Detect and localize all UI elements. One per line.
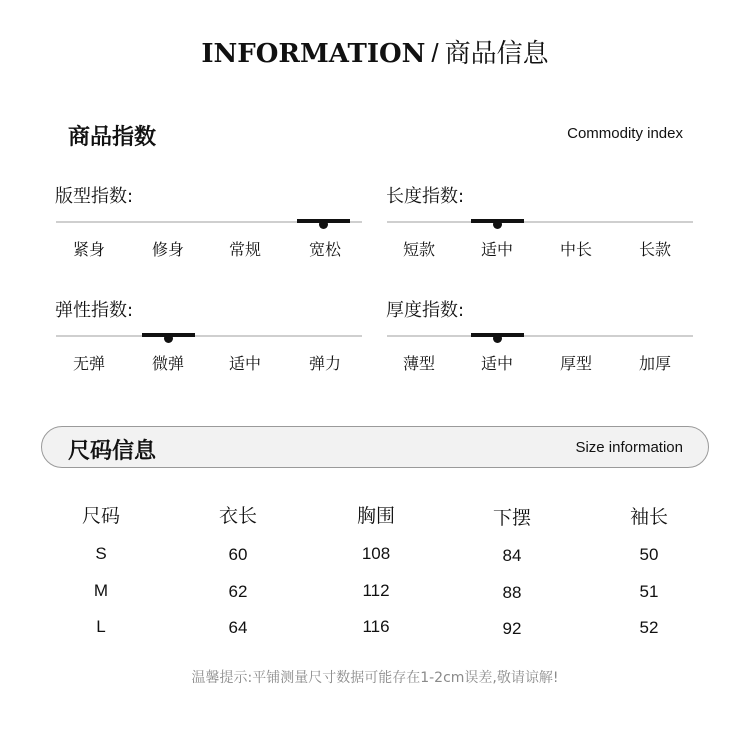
col-header-chest: 胸围 (356, 505, 395, 527)
elasticity-option-medium: 适中 (228, 354, 261, 373)
table-cell: S (95, 544, 107, 563)
table-cell: M (93, 581, 109, 600)
col-header-size: 尺码 (81, 505, 120, 527)
elasticity-index-track (56, 335, 362, 337)
commodity-index-subtitle: Commodity index (567, 125, 683, 142)
table-cell: 60 (228, 545, 248, 564)
length-option-long: 长款 (638, 240, 671, 259)
thickness-index-marker-dot (493, 334, 502, 343)
table-cell: L (96, 617, 106, 636)
length-index-label: 长度指数: (386, 186, 465, 207)
length-option-mid-long: 中长 (559, 240, 592, 259)
fit-index-marker (297, 219, 350, 223)
elasticity-index-label: 弹性指数: (55, 300, 134, 321)
table-cell: 52 (639, 618, 659, 637)
length-option-short: 短款 (402, 240, 435, 259)
col-header-sleeve: 袖长 (629, 506, 668, 528)
thickness-option-extra-thick: 加厚 (638, 354, 671, 373)
length-index-marker-dot (493, 220, 502, 229)
thickness-index-marker (471, 333, 524, 337)
fit-option-tight: 紧身 (72, 240, 105, 259)
table-cell: 92 (502, 619, 522, 638)
elasticity-index-marker-dot (164, 334, 173, 343)
fit-index-marker-dot (319, 220, 328, 229)
elasticity-option-slight: 微弹 (151, 354, 184, 373)
commodity-index-title: 商品指数 (68, 125, 157, 150)
elasticity-option-stretch: 弹力 (308, 354, 341, 373)
table-cell: 108 (361, 544, 391, 563)
size-info-title: 尺码信息 (68, 439, 157, 464)
length-index-marker (471, 219, 524, 223)
elasticity-option-none: 无弹 (72, 354, 105, 373)
col-header-length: 衣长 (218, 505, 257, 527)
thickness-option-medium: 适中 (480, 354, 513, 373)
elasticity-index-marker (142, 333, 195, 337)
table-cell: 62 (228, 582, 248, 601)
size-info-subtitle: Size information (575, 439, 683, 456)
table-cell: 84 (502, 546, 522, 565)
thickness-option-thick: 厚型 (559, 354, 592, 373)
page-title (0, 33, 750, 73)
table-cell: 88 (502, 583, 522, 602)
measurement-note: 温馨提示:平铺测量尺寸数据可能存在1-2cm误差,敬请谅解! (191, 670, 559, 686)
length-option-medium: 适中 (480, 240, 513, 259)
fit-option-regular: 常规 (228, 240, 261, 259)
table-cell: 51 (639, 582, 659, 601)
fit-option-loose: 宽松 (308, 240, 341, 259)
fit-index-label: 版型指数: (55, 186, 134, 207)
title-english: INFORMATION (201, 39, 426, 69)
table-cell: 112 (362, 581, 390, 600)
length-index-track (387, 221, 693, 223)
table-cell: 64 (228, 618, 248, 637)
thickness-index-track (387, 335, 693, 337)
title-separator: / (431, 38, 439, 68)
thickness-option-thin: 薄型 (402, 354, 435, 373)
table-cell: 116 (362, 617, 390, 636)
title-chinese: 商品信息 (444, 39, 549, 69)
thickness-index-label: 厚度指数: (386, 300, 465, 321)
col-header-hem: 下摆 (492, 507, 531, 529)
fit-option-slim: 修身 (151, 240, 184, 259)
table-cell: 50 (639, 545, 659, 564)
